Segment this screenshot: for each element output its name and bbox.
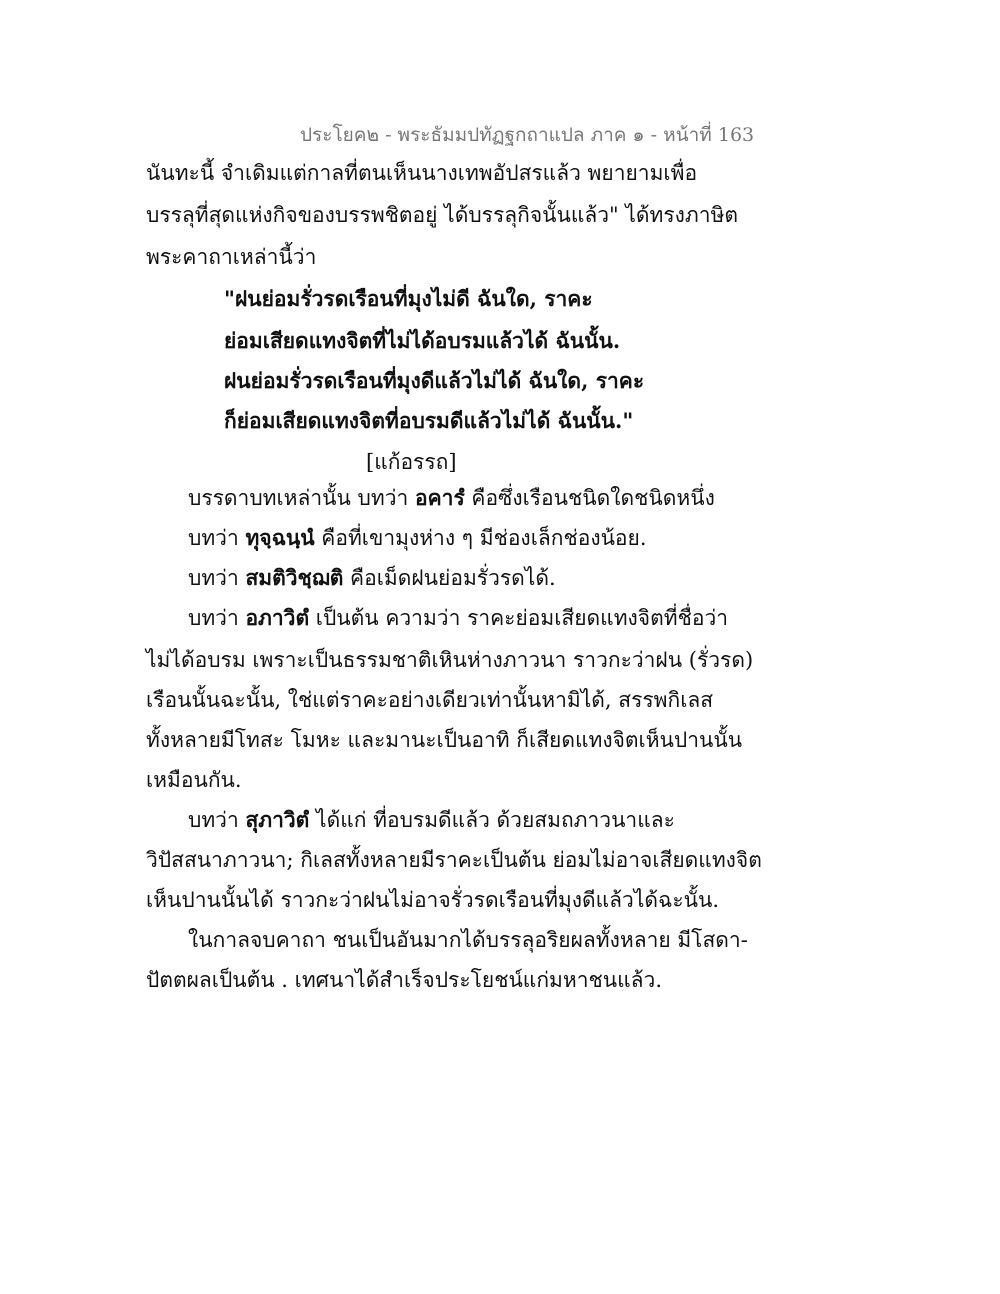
- gloss-prefix: บทว่า: [188, 526, 246, 550]
- gloss-definition: คือซึ่งเรือนชนิดใดชนิดหนึ่ง: [464, 486, 715, 510]
- paragraph-1-line-4: เหมือนกัน.: [146, 768, 242, 792]
- gloss-line-5: [188, 802, 675, 838]
- paragraph-2-line-1: วิปัสสนาภาวนา; กิเลสทั้งหลายมีราคะเป็นต้น ย่อมไม่อาจเสียดแทงจิต: [146, 848, 762, 872]
- gloss-prefix: บรรดาบทเหล่านั้น บทว่า: [188, 486, 415, 510]
- paragraph-3-line-2: ปัตตผลเป็นต้น . เทศนาได้สำเร็จประโยชน์แก่มหาชนแล้ว.: [146, 968, 663, 992]
- intro-line-2: บรรลุที่สุดแห่งกิจของบรรพชิตอยู่ ได้บรรลุกิจนั้นแล้ว" ได้ทรงภาษิต: [146, 203, 739, 227]
- verse-line-2: ย่อมเสียดแทงจิตที่ไม่ได้อบรมแล้วได้ ฉันนั้น.: [224, 328, 621, 353]
- paragraph-3-line-1: ในกาลจบคาถา ชนเป็นอันมากได้บรรลุอริยผลทั้งหลาย มีโสดา-: [188, 928, 748, 952]
- gloss-prefix: บทว่า: [188, 808, 246, 832]
- verse-line-3: ฝนย่อมรั่วรดเรือนที่มุงดีแล้วไม่ได้ ฉันใด, ราคะ: [224, 368, 645, 393]
- gloss-line-1: [188, 480, 715, 516]
- gloss-term: สมติวิชฺฌติ: [245, 565, 344, 590]
- intro-line-1: นันทะนี้ จำเดิมแต่กาลที่ตนเห็นนางเทพอัปสรแล้ว พยายามเพื่อ: [146, 161, 698, 185]
- paragraph-1-line-3: ทั้งหลายมีโทสะ โมหะ และมานะเป็นอาทิ ก็เสียดแทงจิตเห็นปานนั้น: [146, 728, 743, 752]
- verse-line-4: ก็ย่อมเสียดแทงจิตที่อบรมดีแล้วไม่ได้ ฉันนั้น.": [224, 408, 634, 433]
- gloss-term: ทุจฺฉนฺนํ: [245, 525, 315, 550]
- gloss-definition: เป็นต้น ความว่า ราคะย่อมเสียดแทงจิตที่ชื่อว่า: [309, 606, 729, 630]
- gloss-line-3: [188, 560, 556, 596]
- intro-line-3: พระคาถาเหล่านี้ว่า: [146, 245, 317, 269]
- gloss-term: อภาวิตํ: [245, 605, 310, 630]
- gloss-definition: คือเม็ดฝนย่อมรั่วรดได้.: [343, 566, 556, 590]
- gloss-definition: คือที่เขามุงห่าง ๆ มีช่องเล็กช่องน้อย.: [314, 526, 647, 550]
- gloss-definition: ได้แก่ ที่อบรมดีแล้ว ด้วยสมถภาวนาและ: [309, 808, 675, 832]
- gloss-line-2: [188, 520, 647, 556]
- gloss-prefix: บทว่า: [188, 566, 246, 590]
- paragraph-2-line-2: เห็นปานนั้นได้ ราวกะว่าฝนไม่อาจรั่วรดเรือนที่มุงดีแล้วได้ฉะนั้น.: [146, 888, 720, 912]
- commentary-heading: [แก้อรรถ]: [366, 450, 457, 474]
- paragraph-1-line-2: เรือนนั้นฉะนั้น, ใช่แต่ราคะอย่างเดียวเท่านั้นหามิได้, สรรพกิเลส: [146, 688, 714, 712]
- paragraph-1-line-1: ไม่ได้อบรม เพราะเป็นธรรมชาติเหินห่างภาวนา ราวกะว่าฝน (รั่วรด): [146, 648, 754, 672]
- gloss-term: สุภาวิตํ: [245, 807, 310, 832]
- gloss-prefix: บทว่า: [188, 606, 246, 630]
- gloss-term: อคารํ: [415, 485, 465, 510]
- gloss-line-4: [188, 600, 728, 636]
- verse-line-1: "ฝนย่อมรั่วรดเรือนที่มุงไม่ดี ฉันใด, ราคะ: [224, 286, 593, 311]
- page-header: ประโยค๒ - พระธัมมปทัฏฐกถาแปล ภาค ๑ - หน้าที่ 163: [300, 124, 755, 146]
